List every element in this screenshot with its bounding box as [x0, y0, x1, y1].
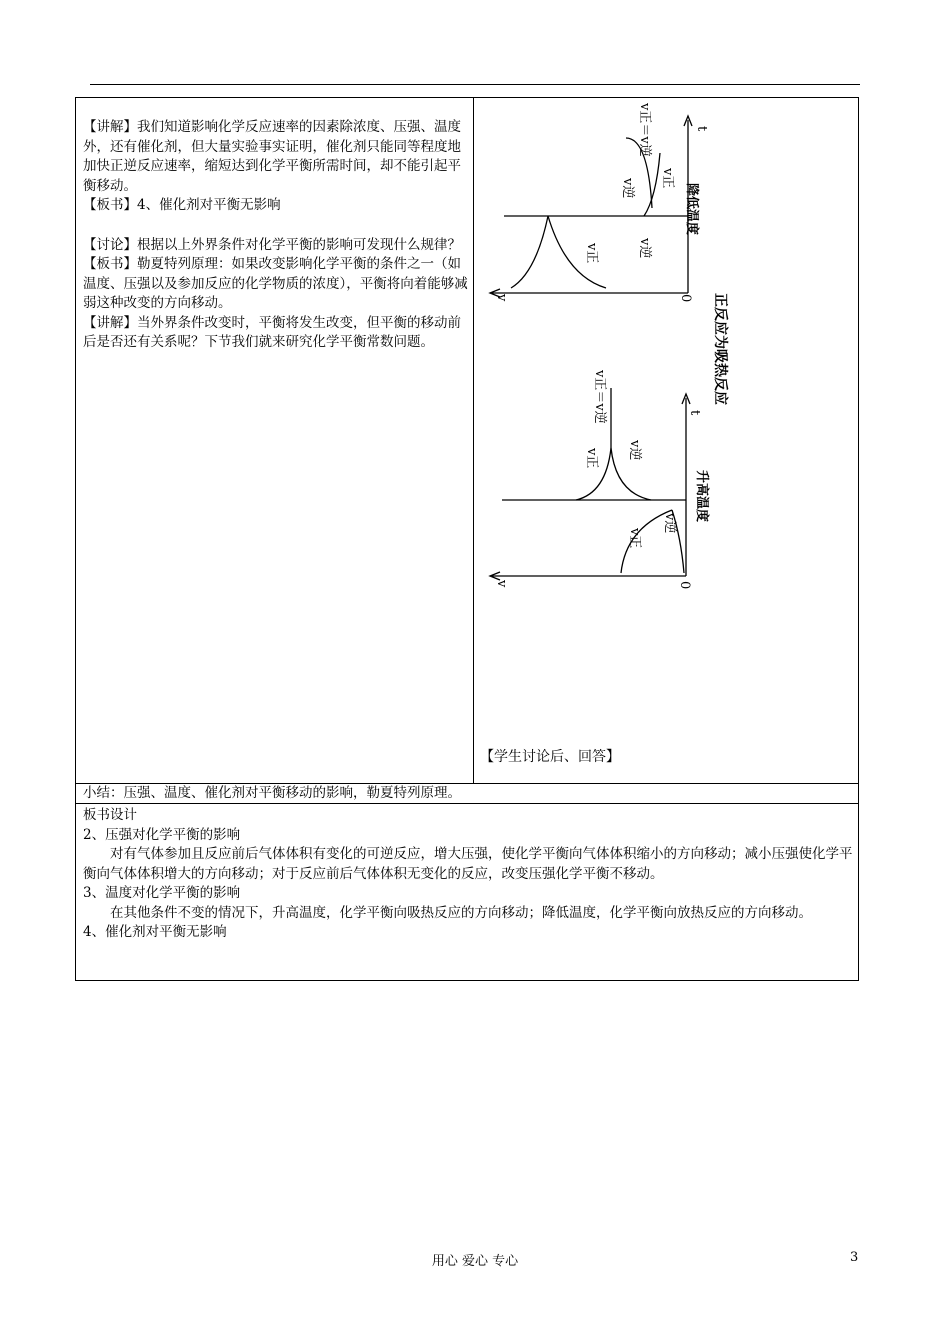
summary-row: 小结：压强、温度、催化剂对平衡移动的影响，勒夏特列原理。	[76, 783, 858, 804]
board-catalyst: 【板书】4、催化剂对平衡无影响	[83, 197, 281, 213]
lesson-row	[76, 98, 858, 784]
v-label-bottom: v	[494, 580, 509, 588]
condition-top: 降低温度	[684, 183, 699, 236]
diagram-heating	[490, 388, 690, 580]
label-eq-top: v正＝v逆	[637, 103, 652, 157]
teacher-column	[83, 118, 468, 353]
v-label-top: v	[494, 294, 509, 302]
label-fwd-before-bottom: v正	[627, 528, 642, 549]
lecture-catalyst: 【讲解】我们知道影响化学反应速率的因素除浓度、压强、温度外，还有催化剂，但大量实验事实证明，催化剂只能同等程度地加快正逆反应速率，缩短达到化学平衡所需时间，却不能引起平衡移动。	[83, 119, 461, 194]
page-number: 3	[850, 1250, 859, 1265]
label-eq-bottom: v正＝v逆	[592, 370, 607, 424]
board-text-pressure: 对有气体参加且反应前后气体体积有变化的可逆反应，增大压强，使化学平衡向气体体积缩小的方向移动；减小压强使化学平衡向气体体积增大的方向移动；对于反应前后气体体积无变化的反应，改变压强化学平衡不移动。	[83, 846, 853, 882]
label-fwd-after-top: v正	[660, 168, 675, 189]
label-rev-before-bottom: v逆	[662, 513, 677, 534]
board-le-chatelier: 【板书】勒夏特列原理：如果改变影响化学平衡的条件之一（如温度、压强以及参加反应的化学物质的浓度），平衡将向着能够减弱这种改变的方向移动。	[83, 256, 468, 311]
t-label-top: t	[694, 126, 709, 132]
curve-fwd-before	[511, 216, 548, 288]
board-design	[83, 806, 853, 943]
label-rev-after-bottom: v逆	[627, 440, 642, 461]
condition-bottom: 升高温度	[694, 470, 709, 523]
lecture-next: 【讲解】当外界条件改变时，平衡将发生改变，但平衡的移动前后是否还有关系呢？下节我们就来研究化学平衡常数问题。	[83, 314, 461, 350]
label-rev-before-top: v逆	[637, 238, 652, 259]
label-fwd-before-top: v正	[584, 243, 599, 264]
board-text-temperature: 在其他条件不变的情况下，升高温度，化学平衡向吸热反应的方向移动；降低温度，化学平衡向放热反应的方向移动。	[110, 904, 812, 921]
label-fwd-after-bottom: v正	[584, 448, 599, 469]
student-response: 【学生讨论后、回答】	[480, 749, 620, 765]
header-rule	[90, 84, 860, 85]
origin-bottom: 0	[677, 581, 692, 590]
board-heading-pressure: 2、压强对化学平衡的影响	[83, 826, 241, 843]
footer-motto: 用心 爱心 专心	[431, 1254, 519, 1269]
origin-top: 0	[678, 294, 693, 303]
lesson-table	[75, 97, 859, 981]
t-label-bottom: t	[687, 410, 702, 416]
board-title: 板书设计	[83, 807, 137, 823]
label-rev-after-top: v逆	[620, 178, 635, 199]
diagram-cooling	[490, 116, 692, 297]
board-heading-catalyst: 4、催化剂对平衡无影响	[83, 924, 227, 940]
board-heading-temperature: 3、温度对化学平衡的影响	[83, 885, 241, 901]
discussion-prompt: 【讨论】根据以上外界条件对化学平衡的影响可发现什么规律？	[83, 236, 461, 253]
rate-time-diagrams	[476, 98, 856, 638]
side-label: 正反应为吸热反应	[712, 293, 728, 405]
column-divider	[473, 98, 474, 783]
